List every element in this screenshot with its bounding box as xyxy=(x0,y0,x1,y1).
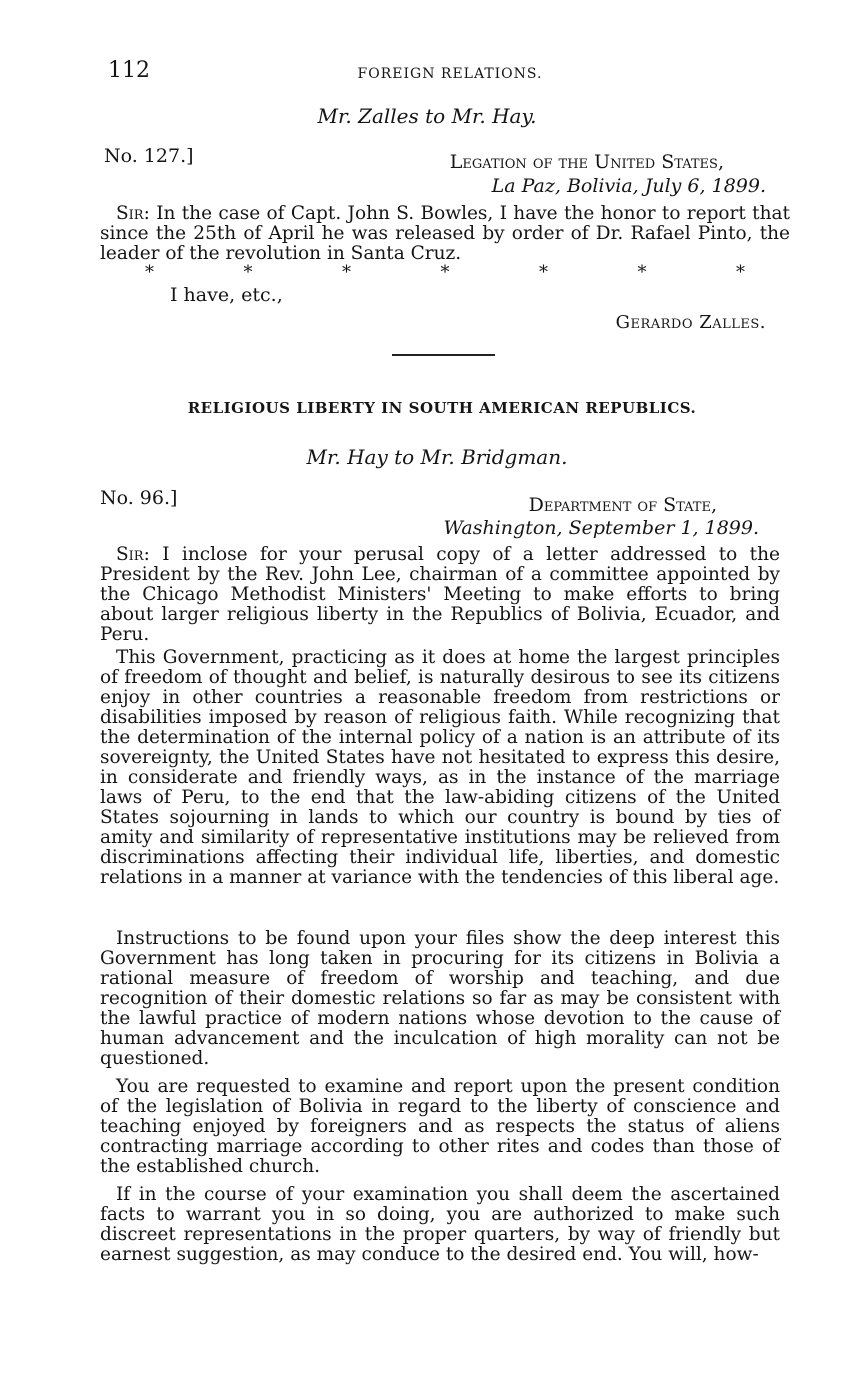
body-text: In the case of Capt. John S. Bowles, I have the honor to report that since the 25th of April he was released by order of Dr. Rafael Pinto, the leader of the revolution in Santa Cruz. xyxy=(100,203,790,264)
letter-number: No. 96.] xyxy=(100,487,178,509)
star: * xyxy=(539,262,548,283)
star: * xyxy=(145,262,154,283)
star: * xyxy=(342,262,351,283)
ellipsis-stars xyxy=(145,262,745,283)
paragraph: This Government, practicing as it does at home the largest principles of freedom of thought and belief, is naturally desirous to see its citizens enjoy in other countries a reasonable freedom from restrictions or disabilities imposed by reason of religious faith. While recognizing that the determination of the internal policy of a nation is an attribute of its sovereignty, the United States have not hesitated to express this desire, in considerate and friendly ways, as in the instance of the marriage laws of Peru, to the end that the law-abiding citizens of the United States sojourning in lands to which our country is bound by ties of amity and similarity of representative institutions may be relieved from discriminations affecting their individual life, liberties, and domestic relations in a manner at variance with the tendencies of this liberal age. xyxy=(100,647,780,888)
closing: I have, etc., xyxy=(170,284,283,306)
place-date-line: La Paz, Bolivia, July 6, 1899. xyxy=(491,175,766,197)
paragraph: Instructions to be found upon your files show the deep interest this Government has long taken in procuring for its citizens in Bolivia a rational measure of freedom of worship and teaching, and due recognition of their domestic relations so far as may be consistent with the lawful practice of modern nations whose devotion to the cause of human advancement and the inculcation of high morality can not be questioned. xyxy=(100,928,780,1069)
letter-body xyxy=(100,204,790,264)
salutation: Sir: xyxy=(116,203,150,224)
letter-heading: Mr. Hay to Mr. Bridgman. xyxy=(306,445,568,469)
star: * xyxy=(440,262,450,283)
place-date-line: Washington, September 1, 1899. xyxy=(443,517,759,539)
letter-number: No. 127.] xyxy=(104,145,194,167)
paragraph: You are requested to examine and report upon the present condition of the legislation of Bolivia in regard to the liberty of conscience and teaching enjoyed by foreigners and as respects the status of aliens contracting marriage according to other rites and codes than those of the established church. xyxy=(100,1076,780,1177)
department-line: Department of State, xyxy=(528,494,717,516)
salutation: Sir: xyxy=(116,544,150,565)
signature: Gerardo Zalles. xyxy=(615,312,766,333)
star: * xyxy=(243,262,253,283)
section-title: RELIGIOUS LIBERTY IN SOUTH AMERICAN REPUBLICS. xyxy=(187,399,697,417)
page-number: 112 xyxy=(108,58,150,83)
paragraph xyxy=(100,545,780,645)
star: * xyxy=(736,262,745,283)
letter-heading: Mr. Zalles to Mr. Hay. xyxy=(317,104,537,128)
paragraph: If in the course of your examination you shall deem the ascertained facts to warrant you in so doing, you are authorized to make such discreet representations in the proper quarters, by way of friendly but earnest suggestion, as may conduce to the desired end. You will, how- xyxy=(100,1184,780,1265)
divider xyxy=(392,354,495,356)
legation-line: Legation of the United States, xyxy=(449,151,724,173)
paragraph-text: I inclose for your perusal copy of a letter addressed to the President by the Rev. John Lee, chairman of a committee appointed by the Chicago Methodist Ministers' Meeting to make efforts to bring about larger religious liberty in the Republics of Bolivia, Ecuador, and Peru. xyxy=(100,544,780,645)
running-head: FOREIGN RELATIONS. xyxy=(357,66,543,82)
star: * xyxy=(637,262,647,283)
